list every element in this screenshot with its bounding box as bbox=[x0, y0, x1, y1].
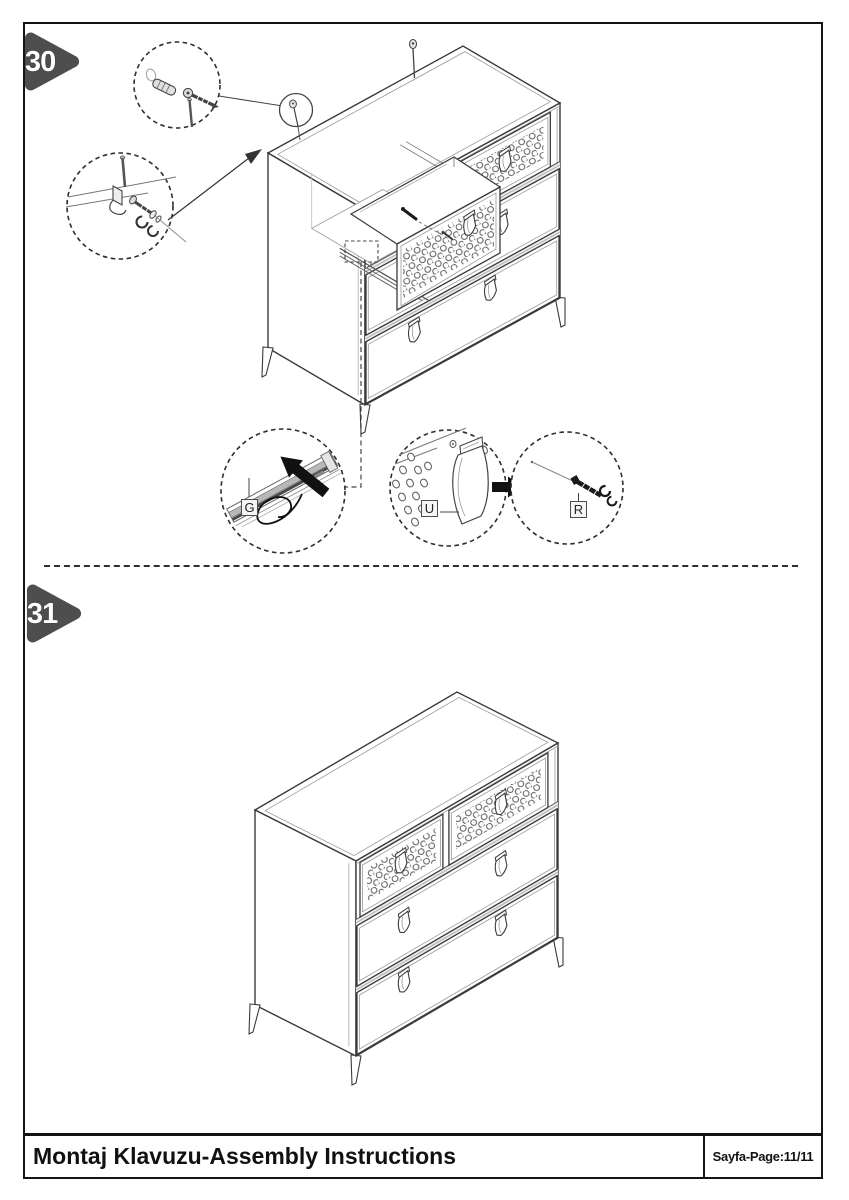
arrow-to-cabinet bbox=[168, 149, 262, 220]
part-label-g: G bbox=[241, 499, 258, 516]
footer-page-number: Sayfa-Page:11/11 bbox=[703, 1136, 821, 1177]
step-badge-30 bbox=[23, 30, 81, 93]
step-number: 31 bbox=[26, 598, 58, 631]
part-label-u: U bbox=[421, 500, 438, 517]
detail-circle-handle bbox=[390, 428, 506, 546]
footer-bar bbox=[23, 1134, 823, 1179]
detail-circle-anchor bbox=[134, 42, 220, 128]
detail-circle-slide bbox=[221, 429, 345, 553]
step-number: 30 bbox=[24, 46, 56, 79]
footer-title: Montaj Klavuzu-Assembly Instructions bbox=[33, 1143, 457, 1169]
detail-circle-bracket bbox=[66, 153, 186, 259]
corner-screw-callout bbox=[219, 94, 313, 141]
detail-circle-screw bbox=[511, 432, 623, 544]
cabinet-step-31 bbox=[249, 692, 563, 1085]
step-badge-31 bbox=[25, 582, 83, 645]
part-label-r: R bbox=[570, 501, 587, 518]
step-separator-line bbox=[44, 565, 798, 567]
